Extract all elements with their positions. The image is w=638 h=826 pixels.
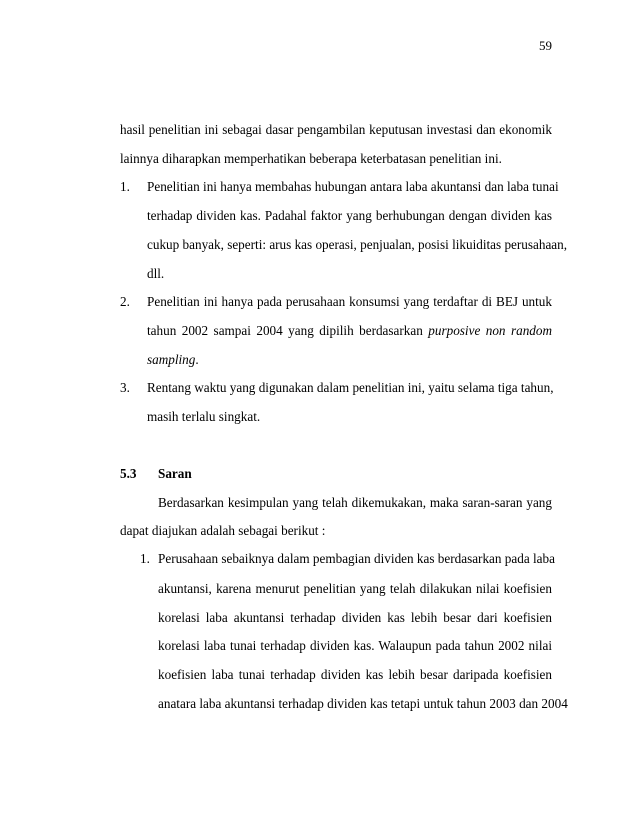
- limitation-1-line-3: cukup banyak, seperti: arus kas operasi, penjualan, posisi likuiditas perusahaan,: [147, 237, 568, 252]
- suggestion-1-number: 1.: [140, 551, 150, 566]
- intro-line-2: lainnya diharapkan memperhatikan beberapa keterbatasan penelitian ini.: [120, 151, 502, 166]
- limitation-2-number: 2.: [120, 294, 130, 309]
- limitation-2-line-3: [147, 351, 199, 369]
- section-number: 5.3: [120, 466, 137, 481]
- suggestion-1-line-4: korelasi laba tunai terhadap dividen kas. Walaupun pada tahun 2002 nilai: [158, 638, 552, 653]
- section-paragraph-line-1: Berdasarkan kesimpulan yang telah dikemukakan, maka saran-saran yang: [158, 495, 552, 510]
- limitation-2-line-2: [147, 322, 552, 340]
- intro-line-1: hasil penelitian ini sebagai dasar pengambilan keputusan investasi dan ekonomik: [120, 122, 552, 137]
- limitation-2-line-3-italic: sampling: [147, 352, 196, 367]
- suggestion-1-line-2: akuntansi, karena menurut penelitian yang telah dilakukan nilai koefisien: [158, 581, 552, 596]
- limitation-2-line-2-text: tahun 2002 sampai 2004 yang dipilih berdasarkan: [147, 323, 423, 338]
- limitation-1-line-1: Penelitian ini hanya membahas hubungan antara laba akuntansi dan laba tunai: [147, 179, 559, 194]
- limitation-3-line-1: Rentang waktu yang digunakan dalam penelitian ini, yaitu selama tiga tahun,: [147, 380, 554, 395]
- suggestion-1-line-3: korelasi laba akuntansi terhadap dividen kas lebih besar dari koefisien: [158, 610, 552, 625]
- limitation-3-line-2: masih terlalu singkat.: [147, 409, 261, 424]
- page-number: 59: [539, 38, 552, 53]
- suggestion-1-line-5: koefisien laba tunai terhadap dividen kas lebih besar daripada koefisien: [158, 667, 552, 682]
- limitation-1-line-2: terhadap dividen kas. Padahal faktor yang berhubungan dengan dividen kas: [147, 208, 552, 223]
- limitation-2-line-1: Penelitian ini hanya pada perusahaan konsumsi yang terdaftar di BEJ untuk: [147, 294, 552, 309]
- suggestion-1-line-1: Perusahaan sebaiknya dalam pembagian dividen kas berdasarkan pada laba: [158, 551, 555, 566]
- limitation-1-number: 1.: [120, 179, 130, 194]
- suggestion-1-line-6: anatara laba akuntansi terhadap dividen kas tetapi untuk tahun 2003 dan 2004: [158, 696, 568, 711]
- limitation-2-line-3-suffix: .: [195, 352, 199, 367]
- section-title: Saran: [158, 466, 192, 481]
- section-paragraph-line-2: dapat diajukan adalah sebagai berikut :: [120, 523, 326, 538]
- limitation-1-line-4: dll.: [147, 266, 165, 281]
- limitation-2-line-2-italic: purposive non random: [428, 323, 553, 338]
- limitation-3-number: 3.: [120, 380, 130, 395]
